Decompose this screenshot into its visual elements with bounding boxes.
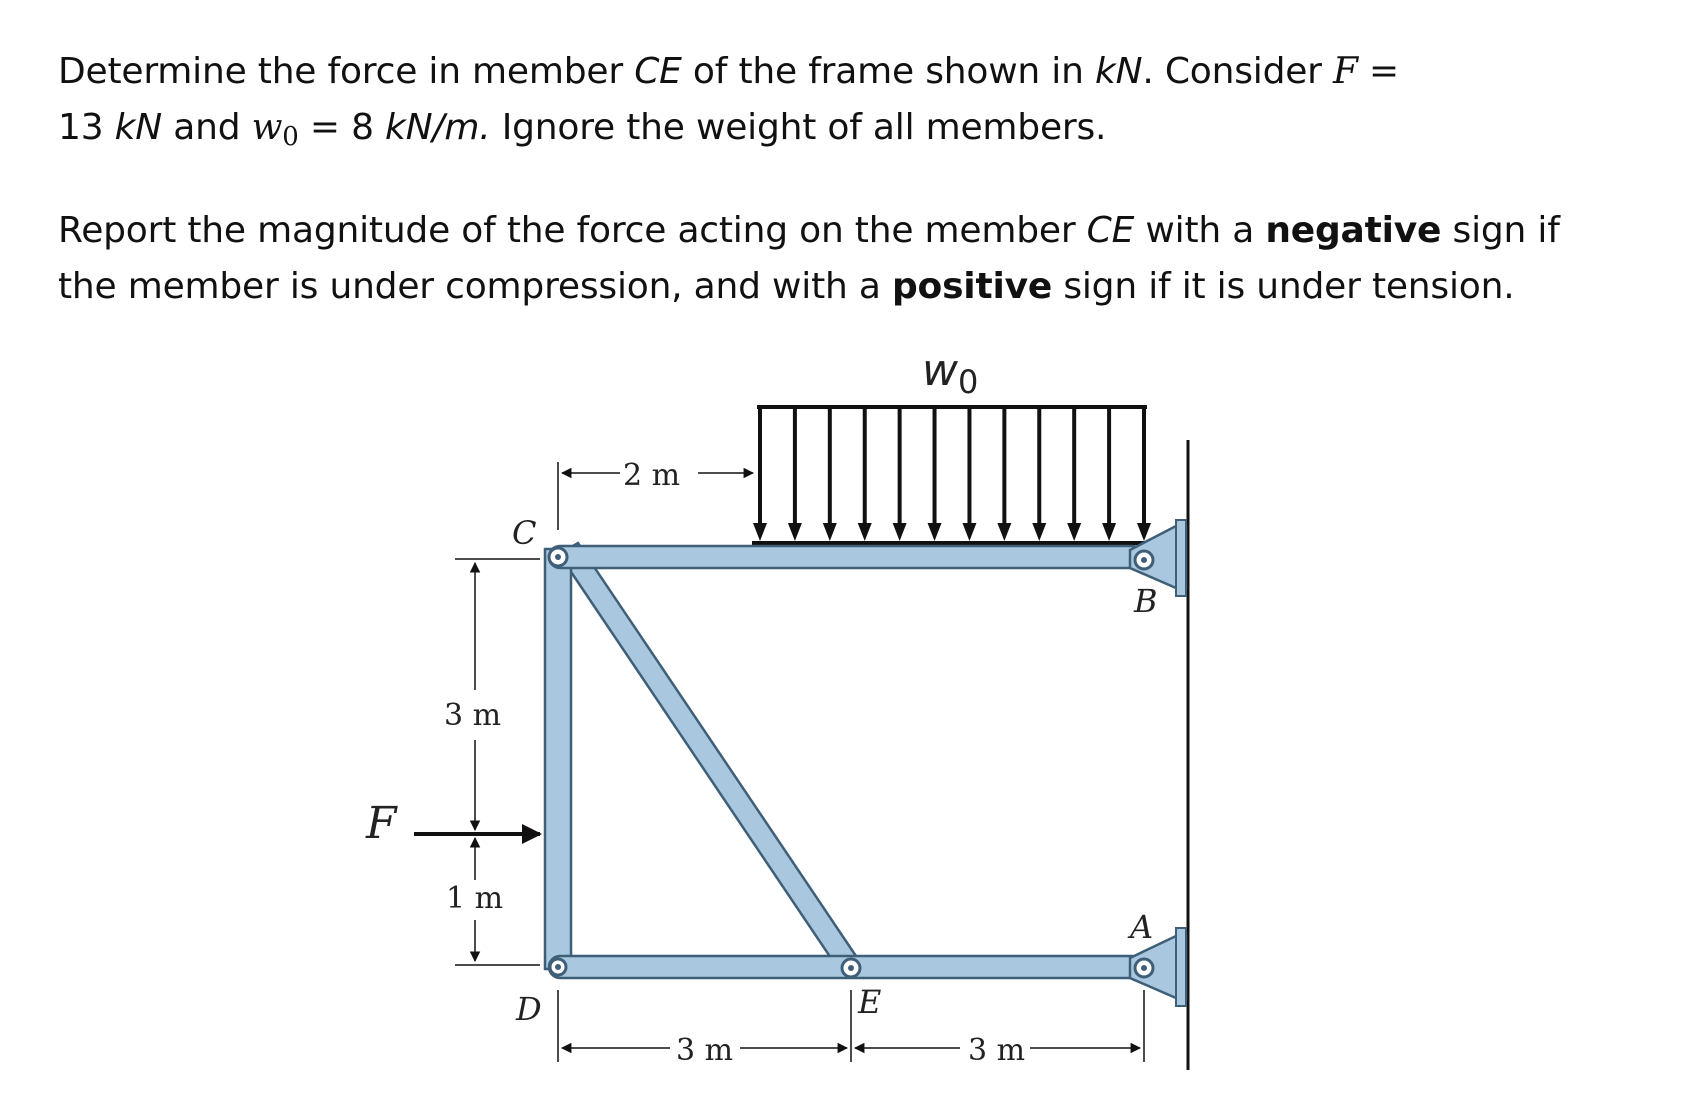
member-cd [545,549,571,969]
load-arrow-head [858,523,872,541]
unit-text: kN [114,107,163,148]
member-ce [559,543,860,973]
distributed-load [752,407,1151,543]
text-span: Determine the force in member [58,51,635,92]
load-arrow-head [928,523,942,541]
text-span: and [162,107,252,148]
node-label-e: E [858,983,882,1021]
load-arrow-head [753,523,767,541]
value-text: 13 [58,107,115,148]
member-name: CE [634,51,682,92]
load-arrow-head [823,523,837,541]
member-cb [549,546,1143,568]
text-span: . Consider [1142,51,1334,92]
pins [549,548,1153,977]
load-arrow-head [893,523,907,541]
load-arrows [753,407,1151,541]
text-span: sign if the member is under compression, and with a [58,210,1560,307]
load-arrow-head [1137,523,1151,541]
dim-label-bottom-left: 3 m [676,1033,734,1068]
dim-label-top: 2 m [623,458,681,493]
load-arrow-head [1067,523,1081,541]
text-span: with a [1134,210,1266,251]
pin-a-center [1141,965,1147,971]
pin-e-center [848,965,854,971]
dim-label-bottom-right: 3 m [968,1033,1026,1068]
dim-label-left-upper: 3 m [444,698,502,733]
dim-label-left-lower: 1 m [446,881,504,916]
text-span: of the frame shown in [681,51,1095,92]
load-label-symbol: w [922,345,958,396]
math-symbol-F: F [1333,51,1358,92]
force-label: F [366,798,397,849]
pin-b-center [1141,557,1147,563]
node-label-d: D [516,990,542,1028]
emphasis-negative: negative [1265,210,1442,251]
unit-text: kN [1094,51,1143,92]
math-symbol-w: w [251,107,283,148]
node-label-c: C [512,514,537,552]
load-arrow-head [962,523,976,541]
load-arrow-head [788,523,802,541]
emphasis-positive: positive [891,266,1053,307]
math-equals: = [298,107,352,148]
text-span: Report the magnitude of the force acting on the member [58,210,1087,251]
load-label [922,345,978,401]
members [545,543,1143,978]
math-subscript: 0 [282,122,299,152]
load-label-subscript: 0 [958,363,979,401]
pin-d-center [555,964,561,970]
applied-force [365,798,540,849]
unit-text: kN/m. [385,107,491,148]
text-span: Ignore the weight of all members. [490,107,1107,148]
load-arrow-head [1032,523,1046,541]
member-name: CE [1086,210,1135,251]
load-arrow-head [997,523,1011,541]
node-label-a: A [1130,908,1154,946]
math-equals: = [1357,51,1400,92]
text-span: sign if it is under tension. [1052,266,1515,307]
pin-c-center [555,554,561,560]
plate-b [1176,520,1186,596]
load-arrow-head [1102,523,1116,541]
value-text: 8 [351,107,386,148]
node-label-b: B [1134,582,1158,620]
plate-a [1176,928,1186,1006]
